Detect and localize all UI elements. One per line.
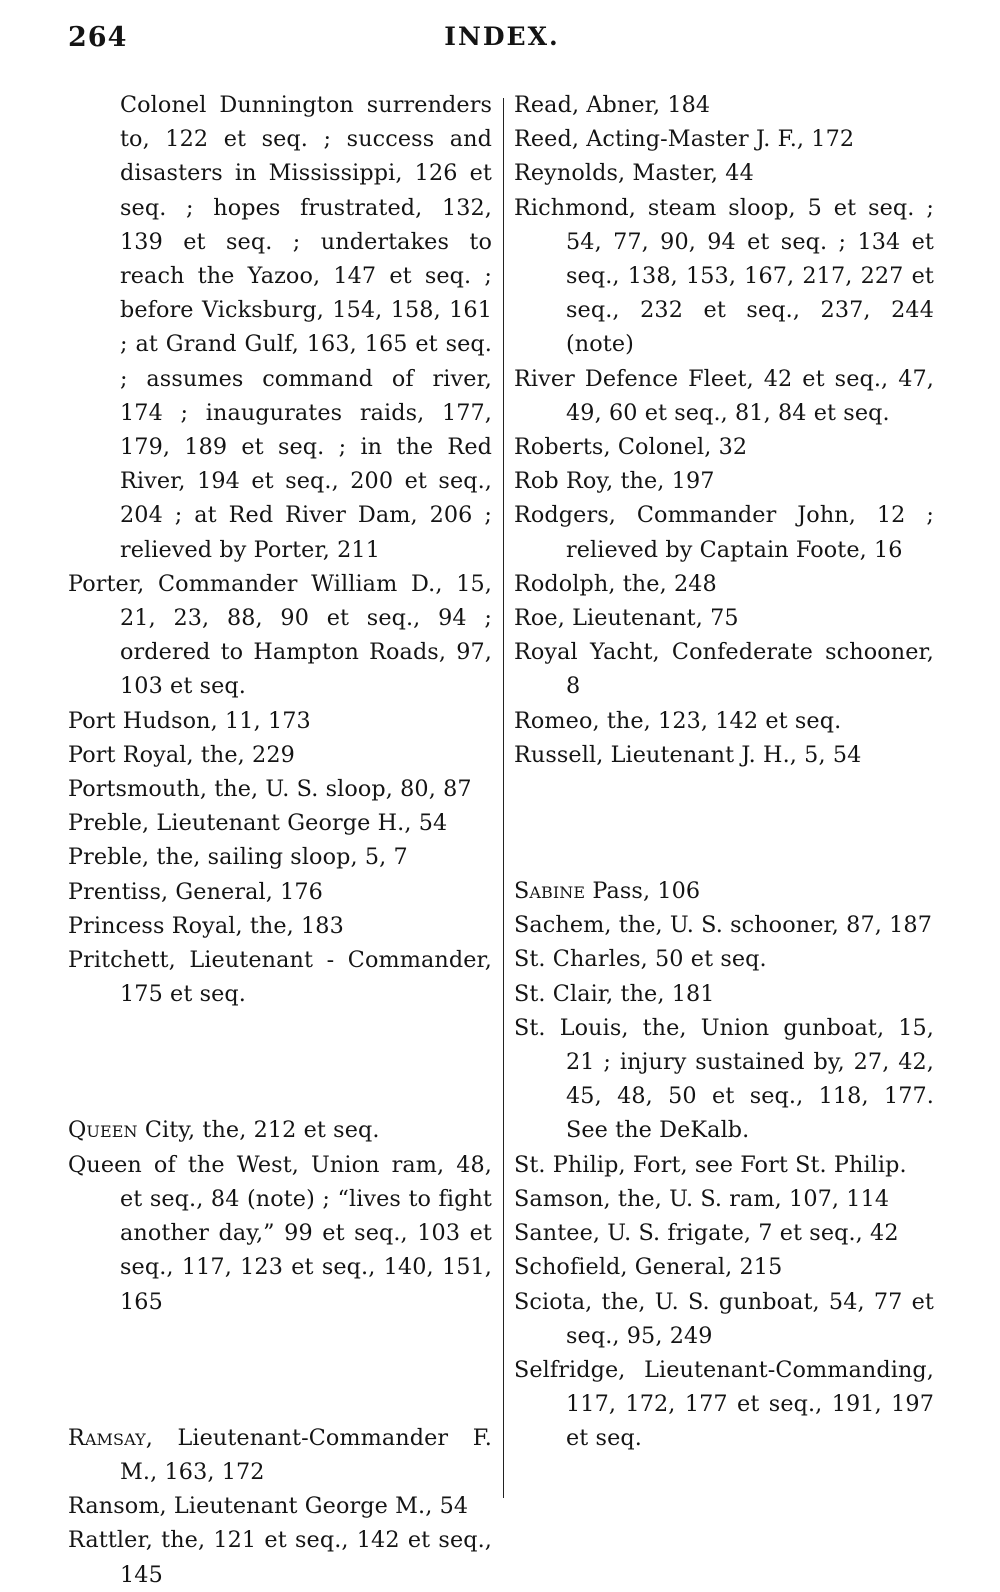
entry-text: Preble, the, sailing sloop, 5, 7 (68, 844, 408, 871)
index-entry (514, 738, 934, 772)
entry-text: Samson, the, U. S. ram, 107, 114 (514, 1185, 890, 1212)
index-entry (514, 362, 934, 430)
entry-text: Richmond, steam sloop, 5 et seq. ; 54, 77, 90, 94 et seq. ; 134 et seq., 138, 153, 167, 217, 227 et seq., 232 et seq., 237, 244 (note) (514, 194, 934, 358)
entry-text: St. Charles, 50 et seq. (514, 946, 767, 973)
index-entry (68, 1421, 492, 1489)
entry-smallcaps: amsay (84, 1424, 146, 1451)
index-entry (514, 874, 934, 908)
index-entry (514, 635, 934, 703)
page-header (68, 22, 936, 62)
entry-text: Prentiss, General, 176 (68, 878, 323, 905)
index-entry (68, 875, 492, 909)
entry-text: Pass, 106 (585, 878, 701, 905)
index-entry (514, 704, 934, 738)
index-entry (514, 498, 934, 566)
entry-text: Port Royal, the, 229 (68, 741, 295, 768)
entry-text: Port Hudson, 11, 173 (68, 707, 311, 734)
index-entry (68, 1148, 492, 1319)
entry-text: Pritchett, Lieutenant - Commander, 175 et seq. (68, 947, 492, 1008)
index-entry (514, 1353, 934, 1456)
entry-text: Roe, Lieutenant, 75 (514, 605, 739, 632)
index-entry (514, 942, 934, 976)
index-entry (68, 943, 492, 1011)
index-entry (68, 88, 492, 567)
entry-text: Roberts, Colonel, 32 (514, 434, 748, 461)
index-entry (514, 1250, 934, 1284)
column-divider (503, 98, 504, 1498)
index-column-right (514, 88, 934, 1456)
entry-text: St. Philip, Fort, see Fort St. Philip. (514, 1151, 907, 1178)
index-entry (514, 156, 934, 190)
entry-text: City, the, 212 et seq. (137, 1117, 380, 1144)
index-entry (68, 1489, 492, 1523)
entry-smallcaps: ueen (86, 1117, 138, 1144)
entry-text: Queen of the West, Union ram, 48, et seq., 84 (note) ; “lives to fight another day,” 99 et seq., 103 et seq., 117, 123 et seq., 140, 151, 165 (68, 1151, 492, 1315)
entry-text: Ransom, Lieutenant George M., 54 (68, 1493, 469, 1520)
index-entry (514, 191, 934, 362)
entry-text: Porter, Commander William D., 15, 21, 23, 88, 90 et seq., 94 ; ordered to Hampton Roads, 97, 103 et seq. (68, 570, 492, 700)
entry-text: Rodgers, Commander John, 12 ; relieved by Captain Foote, 16 (514, 502, 934, 563)
page-number: 264 (68, 22, 128, 53)
entry-text: Russell, Lieutenant J. H., 5, 54 (514, 741, 862, 768)
index-entry (514, 1148, 934, 1182)
index-entry (68, 738, 492, 772)
entry-text: Reynolds, Master, 44 (514, 160, 754, 187)
index-entry (68, 806, 492, 840)
index-entry (68, 772, 492, 806)
entry-initial: Q (68, 1117, 87, 1144)
entry-initial: R (68, 1424, 85, 1451)
index-entry (514, 1011, 934, 1148)
entry-text: St. Louis, the, Union gunboat, 15, 21 ; injury sustained by, 27, 42, 45, 48, 50 et seq., 118, 177. See the DeKalb. (514, 1014, 934, 1144)
index-entry (514, 908, 934, 942)
index-entry (514, 1216, 934, 1250)
entry-text: St. Clair, the, 181 (514, 980, 715, 1007)
index-entry (514, 430, 934, 464)
entry-text: Preble, Lieutenant George H., 54 (68, 810, 448, 837)
index-entry (514, 977, 934, 1011)
index-entry (68, 909, 492, 943)
entry-text: Rob Roy, the, 197 (514, 468, 715, 495)
page-title: INDEX. (444, 22, 560, 51)
entry-initial: S (514, 878, 530, 905)
entry-text: Princess Royal, the, 183 (68, 912, 344, 939)
index-entry (514, 1182, 934, 1216)
index-entry (68, 1523, 492, 1591)
entry-text: Read, Abner, 184 (514, 92, 711, 118)
index-column-left (68, 88, 492, 1592)
entry-text: Sciota, the, U. S. gunboat, 54, 77 et seq., 95, 249 (514, 1288, 934, 1349)
index-entry (514, 567, 934, 601)
section-gap (68, 1011, 492, 1113)
entry-text: Colonel Dunnington surrenders to, 122 et seq. ; success and disasters in Mississippi, 126 et seq. ; hopes frustrated, 132, 139 et seq. ; undertakes to reach the Yazoo, 147 et seq. ; before Vicksburg, 154, 158, 161 ; at Grand Gulf, 163, 165 et seq. ; assumes command of river, 174 ; inaugurates raids, 177, 179, 189 et seq. ; in the Red River, 194 et seq., 200 et seq., 204 ; at Red River Dam, 206 ; relieved by Porter, 211 (120, 92, 492, 563)
index-entry (514, 122, 934, 156)
section-gap (68, 1319, 492, 1421)
index-entry (514, 1285, 934, 1353)
index-entry (68, 704, 492, 738)
entry-text: Selfridge, Lieutenant-Commanding, 117, 172, 177 et seq., 191, 197 et seq. (514, 1356, 934, 1452)
entry-text: Reed, Acting-Master J. F., 172 (514, 126, 855, 153)
section-gap (514, 772, 934, 874)
index-entry (514, 464, 934, 498)
entry-text: Romeo, the, 123, 142 et seq. (514, 707, 842, 734)
entry-text: River Defence Fleet, 42 et seq., 47, 49, 60 et seq., 81, 84 et seq. (514, 365, 934, 426)
entry-text: Rodolph, the, 248 (514, 570, 717, 597)
entry-text: Schofield, General, 215 (514, 1254, 783, 1281)
entry-text: , Lieutenant-Commander F. M., 163, 172 (120, 1424, 492, 1485)
entry-text: Sachem, the, U. S. schooner, 87, 187 (514, 912, 932, 939)
entry-text: Portsmouth, the, U. S. sloop, 80, 87 (68, 776, 472, 803)
index-entry (68, 1113, 492, 1147)
entry-text: Santee, U. S. frigate, 7 et seq., 42 (514, 1220, 899, 1247)
entry-smallcaps: abine (529, 878, 586, 905)
index-entry (68, 567, 492, 704)
index-entry (514, 88, 934, 122)
entry-text: Royal Yacht, Confederate schooner, 8 (514, 639, 934, 700)
index-entry (68, 840, 492, 874)
index-entry (514, 601, 934, 635)
entry-text: Rattler, the, 121 et seq., 142 et seq., 145 (68, 1527, 492, 1588)
